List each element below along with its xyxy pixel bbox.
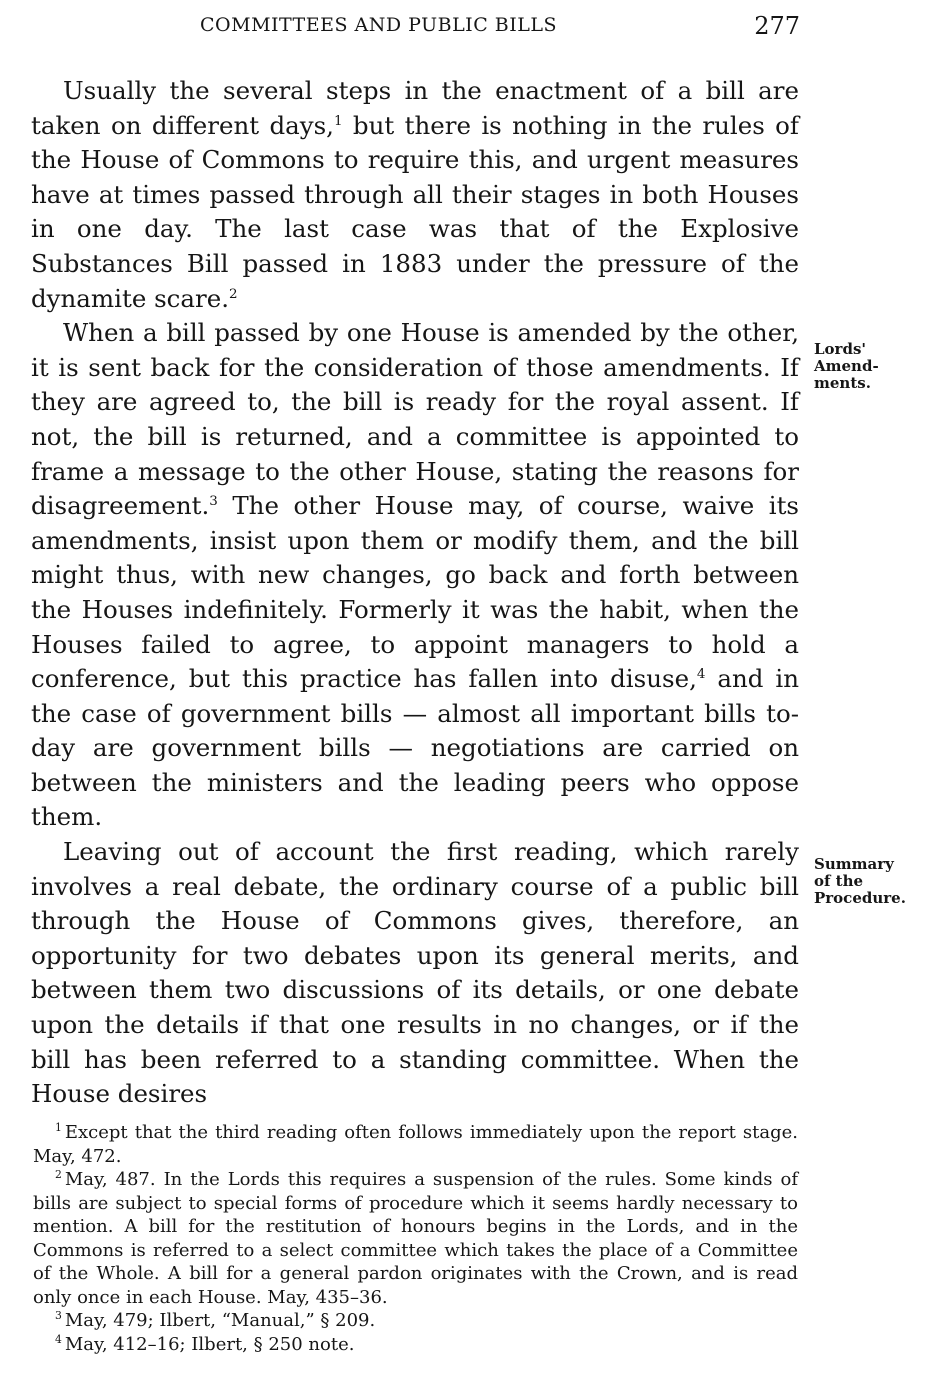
margin-note-line: Amend- (814, 357, 879, 375)
footnote-3 (33, 1309, 798, 1333)
margin-note-line: of the (814, 872, 864, 890)
footnote-1 (33, 1121, 798, 1168)
footnote-mark: 1 (55, 1121, 62, 1134)
paragraph-1-text-a: Usually the several steps in the enactment of a bill are taken on different days, (31, 76, 799, 140)
running-title: COMMITTEES AND PUBLIC BILLS (200, 14, 557, 36)
footnote-text: May, 487. In the Lords this requires a suspension of the rules. Some kinds of bills are subject to special forms of procedure which it seems hardly necessary to mention. A bill for the restitution of honours begins in the Lords, and in the Commons is referred to a select committee which takes the place of a Committee of the Whole. A bill for a general pardon originates with the Crown, and is read only once in each House. May, 435–36. (33, 1169, 798, 1308)
footnote-2 (33, 1168, 798, 1309)
footnote-ref-1: 1 (333, 112, 343, 129)
paragraph-2-text-a: When a bill passed by one House is amended by the other, it is sent back for the consideration of those amendments. If they are agreed to, the bill is ready for the royal assent. If not, the bill is returned, and a committee is appointed to frame a message to the other House, stating the reasons for disagreement. (31, 318, 799, 521)
footnote-text: May, 479; Ilbert, “Manual,” § 209. (64, 1310, 376, 1331)
footnote-mark: 3 (55, 1309, 62, 1322)
footnote-mark: 2 (55, 1168, 62, 1181)
margin-note-summary (814, 856, 924, 907)
running-head (30, 14, 800, 46)
margin-note-line: ments. (814, 374, 871, 392)
footnote-mark: 4 (55, 1332, 62, 1346)
footnotes (33, 1121, 798, 1356)
margin-note-lords-amendments (814, 341, 924, 392)
paragraph-2-text-b: The other House may, of course, waive its amendments, insist upon them or modify them, and the bill might thus, with new changes, go back and forth between the Houses indefinitely. Formerly it was the habit, when the Houses failed to agree, to appoint managers to hold a conference, but this practice has fallen into disuse, (31, 491, 799, 694)
footnote-ref-4: 4 (696, 665, 706, 682)
footnote-ref-2: 2 (229, 285, 238, 302)
footnote-ref-3: 3 (209, 492, 218, 509)
footnote-4 (33, 1333, 798, 1357)
paragraph-2-text-c: and in the case of government bills — almost all important bills to-day are government bills — negotiations are carried on between the ministers and the leading peers who oppose them. (31, 664, 799, 832)
body-text (31, 74, 799, 1112)
margin-note-line: Procedure. (814, 889, 906, 907)
paragraph-2 (31, 316, 799, 835)
paragraph-3-text: Leaving out of account the first reading, which rarely involves a real debate, the ordinary course of a public bill through the House of Commons gives, therefore, an opportunity for two debates upon its general merits, and between them two discussions of its details, or one debate upon the details if that one results in no changes, or if the bill has been referred to a standing committee. When the House desires (31, 837, 799, 1109)
footnote-text: May, 412–16; Ilbert, § 250 note. (64, 1333, 355, 1355)
paragraph-3 (31, 835, 799, 1112)
page-number: 277 (754, 12, 800, 40)
margin-note-line: Lords' (814, 340, 866, 358)
footnote-text: Except that the third reading often follows immediately upon the report stage. May, 472. (33, 1122, 798, 1167)
paragraph-1 (31, 74, 799, 316)
paragraph-1-text-b: but there is nothing in the rules of the House of Commons to require this, and urgent measures have at times passed through all their stages in both Houses in one day. The last case was that of the Explosive Substances Bill passed in 1883 under the pressure of the dynamite scare. (31, 110, 799, 313)
margin-note-line: Summary (814, 855, 894, 873)
